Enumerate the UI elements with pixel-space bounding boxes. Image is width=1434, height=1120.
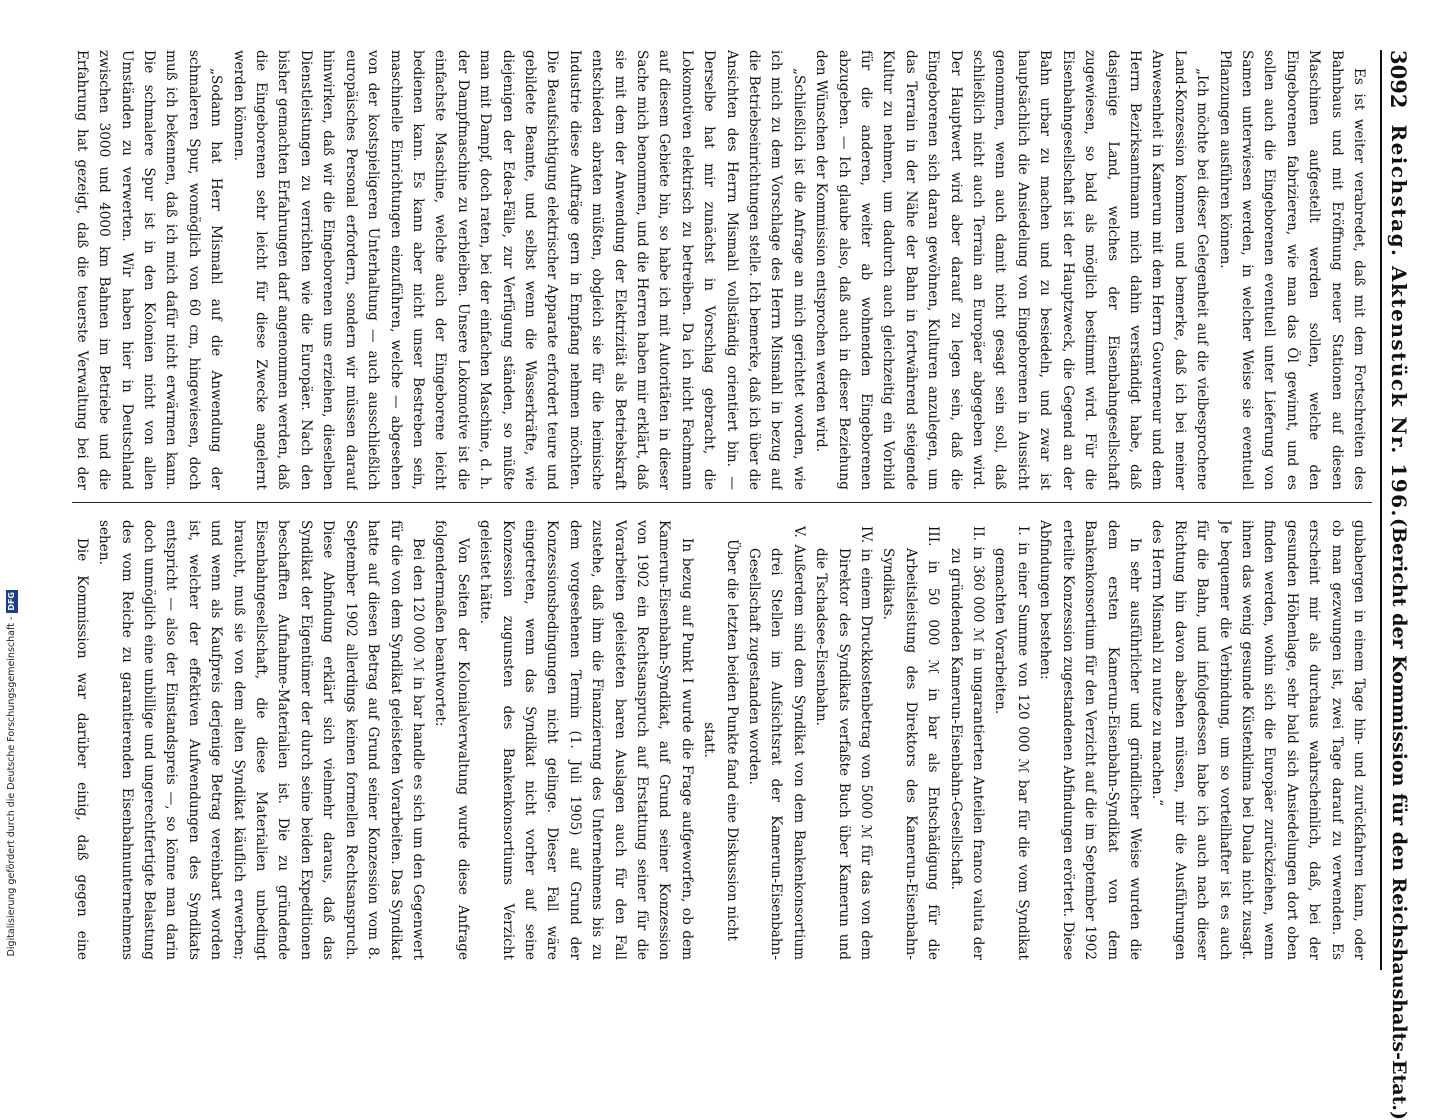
paragraph: Über die letzten beiden Punkte fand eine Diskussion nicht statt. [701,539,740,941]
header-subtitle: (Bericht der Kommission für den Reichshaushalts-Etat.) [1388,518,1410,1120]
list-item: V. Außerdem sind dem Syndikat von dem Bankenkonsortium drei Stellen im Aufsichtsrat der Kamerun-Eisenbahn-Gesellschaft zugestanden worden. [746,526,807,960]
paragraph: Es ist weiter verabredet, daß mit dem Fortschreiten des Bahnbaus und mit Eröffnung neuer Stationen auf diesen Maschinen aufgestellt werden sollen, welche den Eingeborenen fabrizieren, wie man das Öl gewinnt, und es sollen auch die Eingeborenen eventuell unter Lieferung von Samen unterwiesen werden, in welcher Weise sie eventuell Pflanzungen ausführen können. [1216,50,1367,490]
column-divider [72,502,1372,503]
scanned-page [50,30,1420,1120]
paragraph: In bezug auf Punkt I wurde die Frage aufgeworfen, ob dem Kamerun-Eisenbahn-Syndikat, auf Grund seiner Konzession von 1902 ein Rechtsanspruch auf Erstattung seiner für die Vorarbeiten geleisteten baren Auslagen auch für den Fall zustehe, daß ihm die Finanzierung des Unternehmens bis zu dem vorgesehenen Termin (1. Juli 1905) auf Grund der Konzessionsbedingungen nicht gelinge. Dieser Fall wäre eingetreten, wenn das Syndikat nicht vorher auf seine Konzession zugunsten des Bankenkonsortiums Verzicht geleistet hätte. [477,520,695,960]
paragraph: In sehr ausführlicher und gründlicher Weise wurden die dem ersten Kamerun-Eisenbahn-Syndikat von dem Bankenkonsortium für den Verzicht auf die im September 1902 erteilte Konzession zugestandenen Abfindungen erörtert. Diese Abfindungen bestehen: [1037,520,1143,960]
left-column [70,50,1370,490]
paragraph: Von Seiten der Kolonialverwaltung wurde diese Anfrage folgendermaßen beantwortet: [432,520,471,960]
list-item: III. in 50 000 ℳ in bar als Entschädigung für die Arbeitsleistung des Direktors des Kamerun-Eisenbahn-Syndikats. [880,526,942,960]
header-title: Reichstag. Aktenstück Nr. 196. [1387,124,1411,519]
dfg-logo: DFG [7,592,16,611]
paragraph: Die Kommission war darüber einig, daß gegen eine [73,538,90,960]
paragraph: Bei den 120 000 ℳ in bar handle es sich um den Gegenwert für die von dem Syndikat geleisteten Vorarbeiten. Das Syndikat hatte auf diesen Betrag auf Grund seiner Konzession vom 8. September 1902 allerdings keinen formellen Rechtsanspruch. Diese Abfindung erklärt sich vielmehr daraus, daß das Syndikat der Eigentümer der durch seine beiden Expeditionen beschafften Aufnahme-Materialien ist. Die zu gründende Eisenbahngesellschaft, die diese Materialien unbedingt braucht, muß sie von dem alten Syndikat käuflich erwerben; und wenn als Kaufpreis derjenige Betrag vereinbart worden ist, welcher der effektiven Aufwendungen des Syndikats entspricht — also der Einstandspreis —, so könne man darin doch unmöglich eine unbillige und ungerechtfertigte Belastung des vom Reiche zu garantierenden Eisenbahnunternehmens sehen. [96,520,426,960]
right-column [70,520,1370,960]
list-item: IV. in einem Druckkostenbetrag von 5000 ℳ für das von dem Direktor des Syndikats verfaßte Buch über Kamerun und die Tschadsee-Eisenbahn. [813,526,875,960]
paragraph: „Ich möchte bei dieser Gelegenheit auf die vielbesprochene Land-Konzession kommen und bemerke, daß ich bei meiner Anwesenheit in Kamerun mit dem Herrn Gouverneur und dem Herrn Bezirksamtmann mich dahin verständigt habe, daß dasjenige Land, welches der Eisenbahngesellschaft zugewiesen, so bald als möglich bestimmt wird. Für die Eisenbahngesellschaft ist der Hauptzweck, die Gegend an der Bahn urbar zu machen und zu besiedeln, und zwar ist hauptsächlich die Ansiedelung von Eingeborenen in Aussicht genommen, wenn auch damit nicht gesagt sein soll, daß schließlich nicht auch Terrain an Europäer abgegeben wird. Der Hauptwert wird aber darauf zu legen sein, daß die Eingeborenen sich daran gewöhnen, Kulturen anzulegen, um das Terrain in der Nähe der Bahn in fortwährend steigende Kultur zu nehmen, um dadurch auch gleichzeitig ein Vorbild für die anderen, weiter ab wohnenden Eingeborenen abzugeben. — Ich glaube also, daß auch in dieser Beziehung den Wünschen der Kommission entsprochen werden wird. [813,50,1211,490]
page-header [1380,50,1416,1120]
paragraph: gubabergen in einem Tage hin- und zurückfahren kann, oder ob man gezwungen ist, zwei Tage darauf zu verwenden. Es erscheint mir als durchaus wahrscheinlich, daß, bei der gesunden Höhenlage, sehr bald sich Ansiedelungen dort oben finden werden, wohin sich die Europäer zurückziehen, wenn ihnen das wenig gesunde Küstenklima bei Duala nicht zusagt. Je bequemer die Verbindung, um so vorteilhafter ist es auch für die Bahn, und infolgedessen habe ich auch nach dieser Richtung hin davon absehen müssen, mir die Ausführungen des Herrn Mismahl zu nutze zu machen.“ [1149,520,1367,960]
rotated-page-content [50,30,1420,1120]
list-item: I. in einer Summe von 120 000 ℳ bar für die vom Syndikat gemachten Vorarbeiten. [992,526,1031,960]
digitization-credit [4,590,20,990]
paragraph: „Sodann hat Herr Mismahl auf die Anwendung der schmaleren Spur, womöglich von 60 cm, hingewiesen, doch muß ich bekennen, daß ich mich dafür nicht erwärmen kann. Die schmalere Spur ist in den Kolonien nicht von allen Umständen zu verwerten. Wir haben hier in Deutschland zwischen 3000 und 4000 km Bahnen im Betriebe und die Erfahrung hat gezeigt, daß die teuerste Verwaltung bei der [73,50,225,490]
list-item: II. in 360 000 ℳ in ungarantierten Anteilen franco valuta der zu gründenden Kamerun-Eisenbahn-Gesellschaft. [947,526,987,960]
page-number: 3092 [1386,50,1412,109]
credit-text: Digitalisierung gefördert durch die Deutsche Forschungsgemeinschaft - [6,616,17,957]
paragraph: „Schließlich ist die Anfrage an mich gerichtet worden, wie ich mich zu dem Vorschlage des Herrn Mismahl in bezug auf die Betriebseinrichtungen stelle. Ich bemerke, daß ich über die Ansichten des Herrn Mismahl vollständig orientiert bin. — Derselbe hat mir zunächst in Vorschlag gebracht, die Lokomotiven elektrisch zu betreiben. Da ich nicht Fachmann auf diesem Gebiete bin, so habe ich mit Autoritäten in dieser Sache mich benommen, und die Herren haben mir erklärt, daß sie mit dem der Anwendung der Elektrizität als Betriebskraft entschieden abraten müßten, obgleich sie für die heimische Industrie diese Aufträge gern in Empfang nehmen möchten. Die Beaufsichtigung elektrischer Apparate erfordert teure und gebildete Beamte, und selbst wenn die Wasserkräfte, wie diejenigen der Edea-Fälle, zur Verfügung ständen, so müßte man mit Dampf, doch raten, bei der einfachen Maschine, d. h. der Dampfmaschine zu verbleiben. Unsere Lokomotive ist die einfachste Maschine, welche auch der Eingeborene leicht bedienen kann. Es kann aber nicht unser Bestreben sein, maschinelle Einrichtungen einzuführen, welche — abgesehen von der kostspieligeren Unterhaltung — auch ausschließlich europäisches Personal erfordern, sondern wir müssen darauf hinwirken, daß wir die Eingeborenen uns erziehen, dieselben Dienstleistungen zu verrichten wie die Europäer. Nach den bisher gemachten Erfahrungen darf angenommen werden, daß die Eingeborenen sehr leicht für diese Zwecke angelernt werden können. [230,50,807,490]
